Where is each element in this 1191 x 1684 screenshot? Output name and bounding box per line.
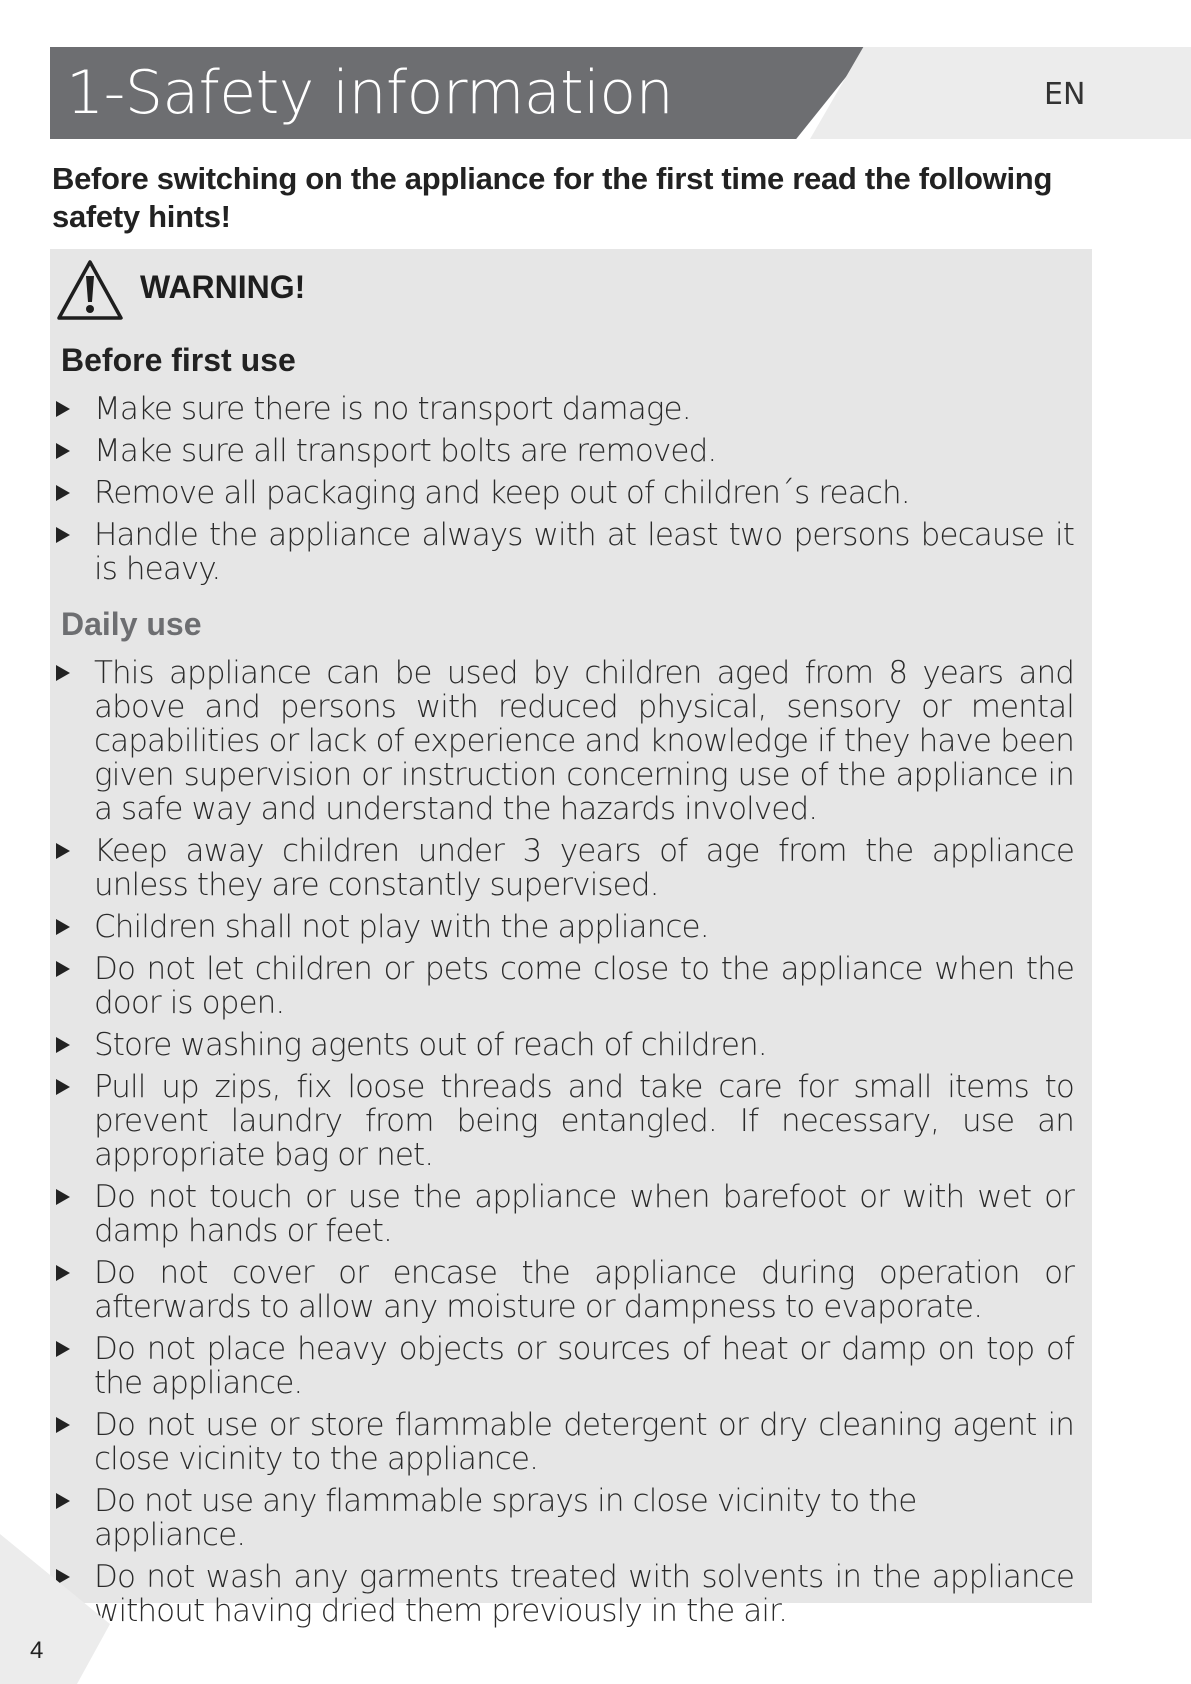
list-item-text: Remove all packaging and keep out of children´s reach.	[94, 475, 910, 511]
bullet-arrow-icon	[56, 961, 70, 977]
bullet-arrow-icon	[56, 401, 70, 417]
list-item-text: Do not let children or pets come close to the appliance when the door is open.	[94, 951, 1074, 1021]
section-heading-first-use: Before first use	[61, 342, 296, 378]
bullet-arrow-icon	[56, 919, 70, 935]
list-item	[52, 656, 1074, 826]
bullet-arrow-icon	[56, 1265, 70, 1281]
warning-label: WARNING!	[140, 269, 306, 305]
list-item	[52, 910, 1074, 944]
list-item-text: Do not cover or encase the appliance during operation or afterwards to allow any moisture or dampness to evaporate.	[94, 1255, 1074, 1325]
warning-triangle-icon	[56, 258, 124, 322]
list-item	[52, 1332, 1074, 1400]
list-item	[52, 1484, 1074, 1552]
list-item-text: Make sure all transport bolts are removed.	[94, 433, 717, 469]
page-title: 1-Safety information	[66, 58, 674, 128]
list-item	[52, 434, 1074, 468]
list-item-text: Store washing agents out of reach of children.	[94, 1027, 767, 1063]
list-item-text: Do not touch or use the appliance when barefoot or with wet or damp hands or feet.	[94, 1179, 1074, 1249]
list-item	[52, 952, 1074, 1020]
bullet-arrow-icon	[56, 1417, 70, 1433]
list-item-text: Do not use or store flammable detergent or dry cleaning agent in close vicinity to the appliance.	[94, 1407, 1074, 1477]
list-item-text: Do not use any flammable sprays in close vicinity to the appliance.	[94, 1483, 917, 1553]
bullet-arrow-icon	[56, 1079, 70, 1095]
intro-text: Before switching on the appliance for the first time read the following safety hints!	[52, 161, 1053, 234]
bullet-arrow-icon	[56, 843, 70, 859]
list-item	[52, 1560, 1074, 1628]
bullet-arrow-icon	[56, 485, 70, 501]
list-item	[52, 1256, 1074, 1324]
bullet-arrow-icon	[56, 1189, 70, 1205]
list-item	[52, 1408, 1074, 1476]
bullet-arrow-icon	[56, 1341, 70, 1357]
bullet-arrow-icon	[56, 1493, 70, 1509]
language-tab	[810, 47, 1191, 139]
list-item-text: Do not wash any garments treated with solvents in the appliance without having dried them previously in the air.	[94, 1559, 1074, 1629]
bullet-arrow-icon	[56, 527, 70, 543]
list-item-text: This appliance can be used by children aged from 8 years and above and persons with reduced physical, sensory or mental capabilities or lack of experience and knowledge if they have been given supervision or instruction concerning use of the appliance in a safe way and understand the hazards involved.	[94, 655, 1074, 827]
list-item-text: Pull up zips, fix loose threads and take care for small items to prevent laundry from being entangled. If necessary, use an appropriate bag or net.	[94, 1069, 1074, 1173]
list-item-text: Handle the appliance always with at least two persons because it is heavy.	[94, 517, 1074, 587]
section-heading-daily-use: Daily use	[61, 606, 202, 642]
list-item-text: Make sure there is no transport damage.	[94, 391, 691, 427]
list-item-text: Children shall not play with the appliance.	[94, 909, 709, 945]
list-item	[52, 1028, 1074, 1062]
language-label: EN	[1044, 77, 1086, 112]
bullet-arrow-icon	[56, 443, 70, 459]
list-item-text: Do not place heavy objects or sources of heat or damp on top of the appliance.	[94, 1331, 1074, 1401]
list-item	[52, 476, 1074, 510]
list-item	[52, 392, 1074, 426]
daily-use-list	[52, 656, 1074, 1636]
bullet-arrow-icon	[56, 1037, 70, 1053]
list-item	[52, 1070, 1074, 1172]
list-item	[52, 1180, 1074, 1248]
list-item	[52, 518, 1074, 586]
list-item	[52, 834, 1074, 902]
list-item-text: Keep away children under 3 years of age from the appliance unless they are constantly supervised.	[94, 833, 1074, 903]
bullet-arrow-icon	[56, 665, 70, 681]
first-use-list	[52, 392, 1074, 594]
page-number: 4	[30, 1637, 44, 1664]
